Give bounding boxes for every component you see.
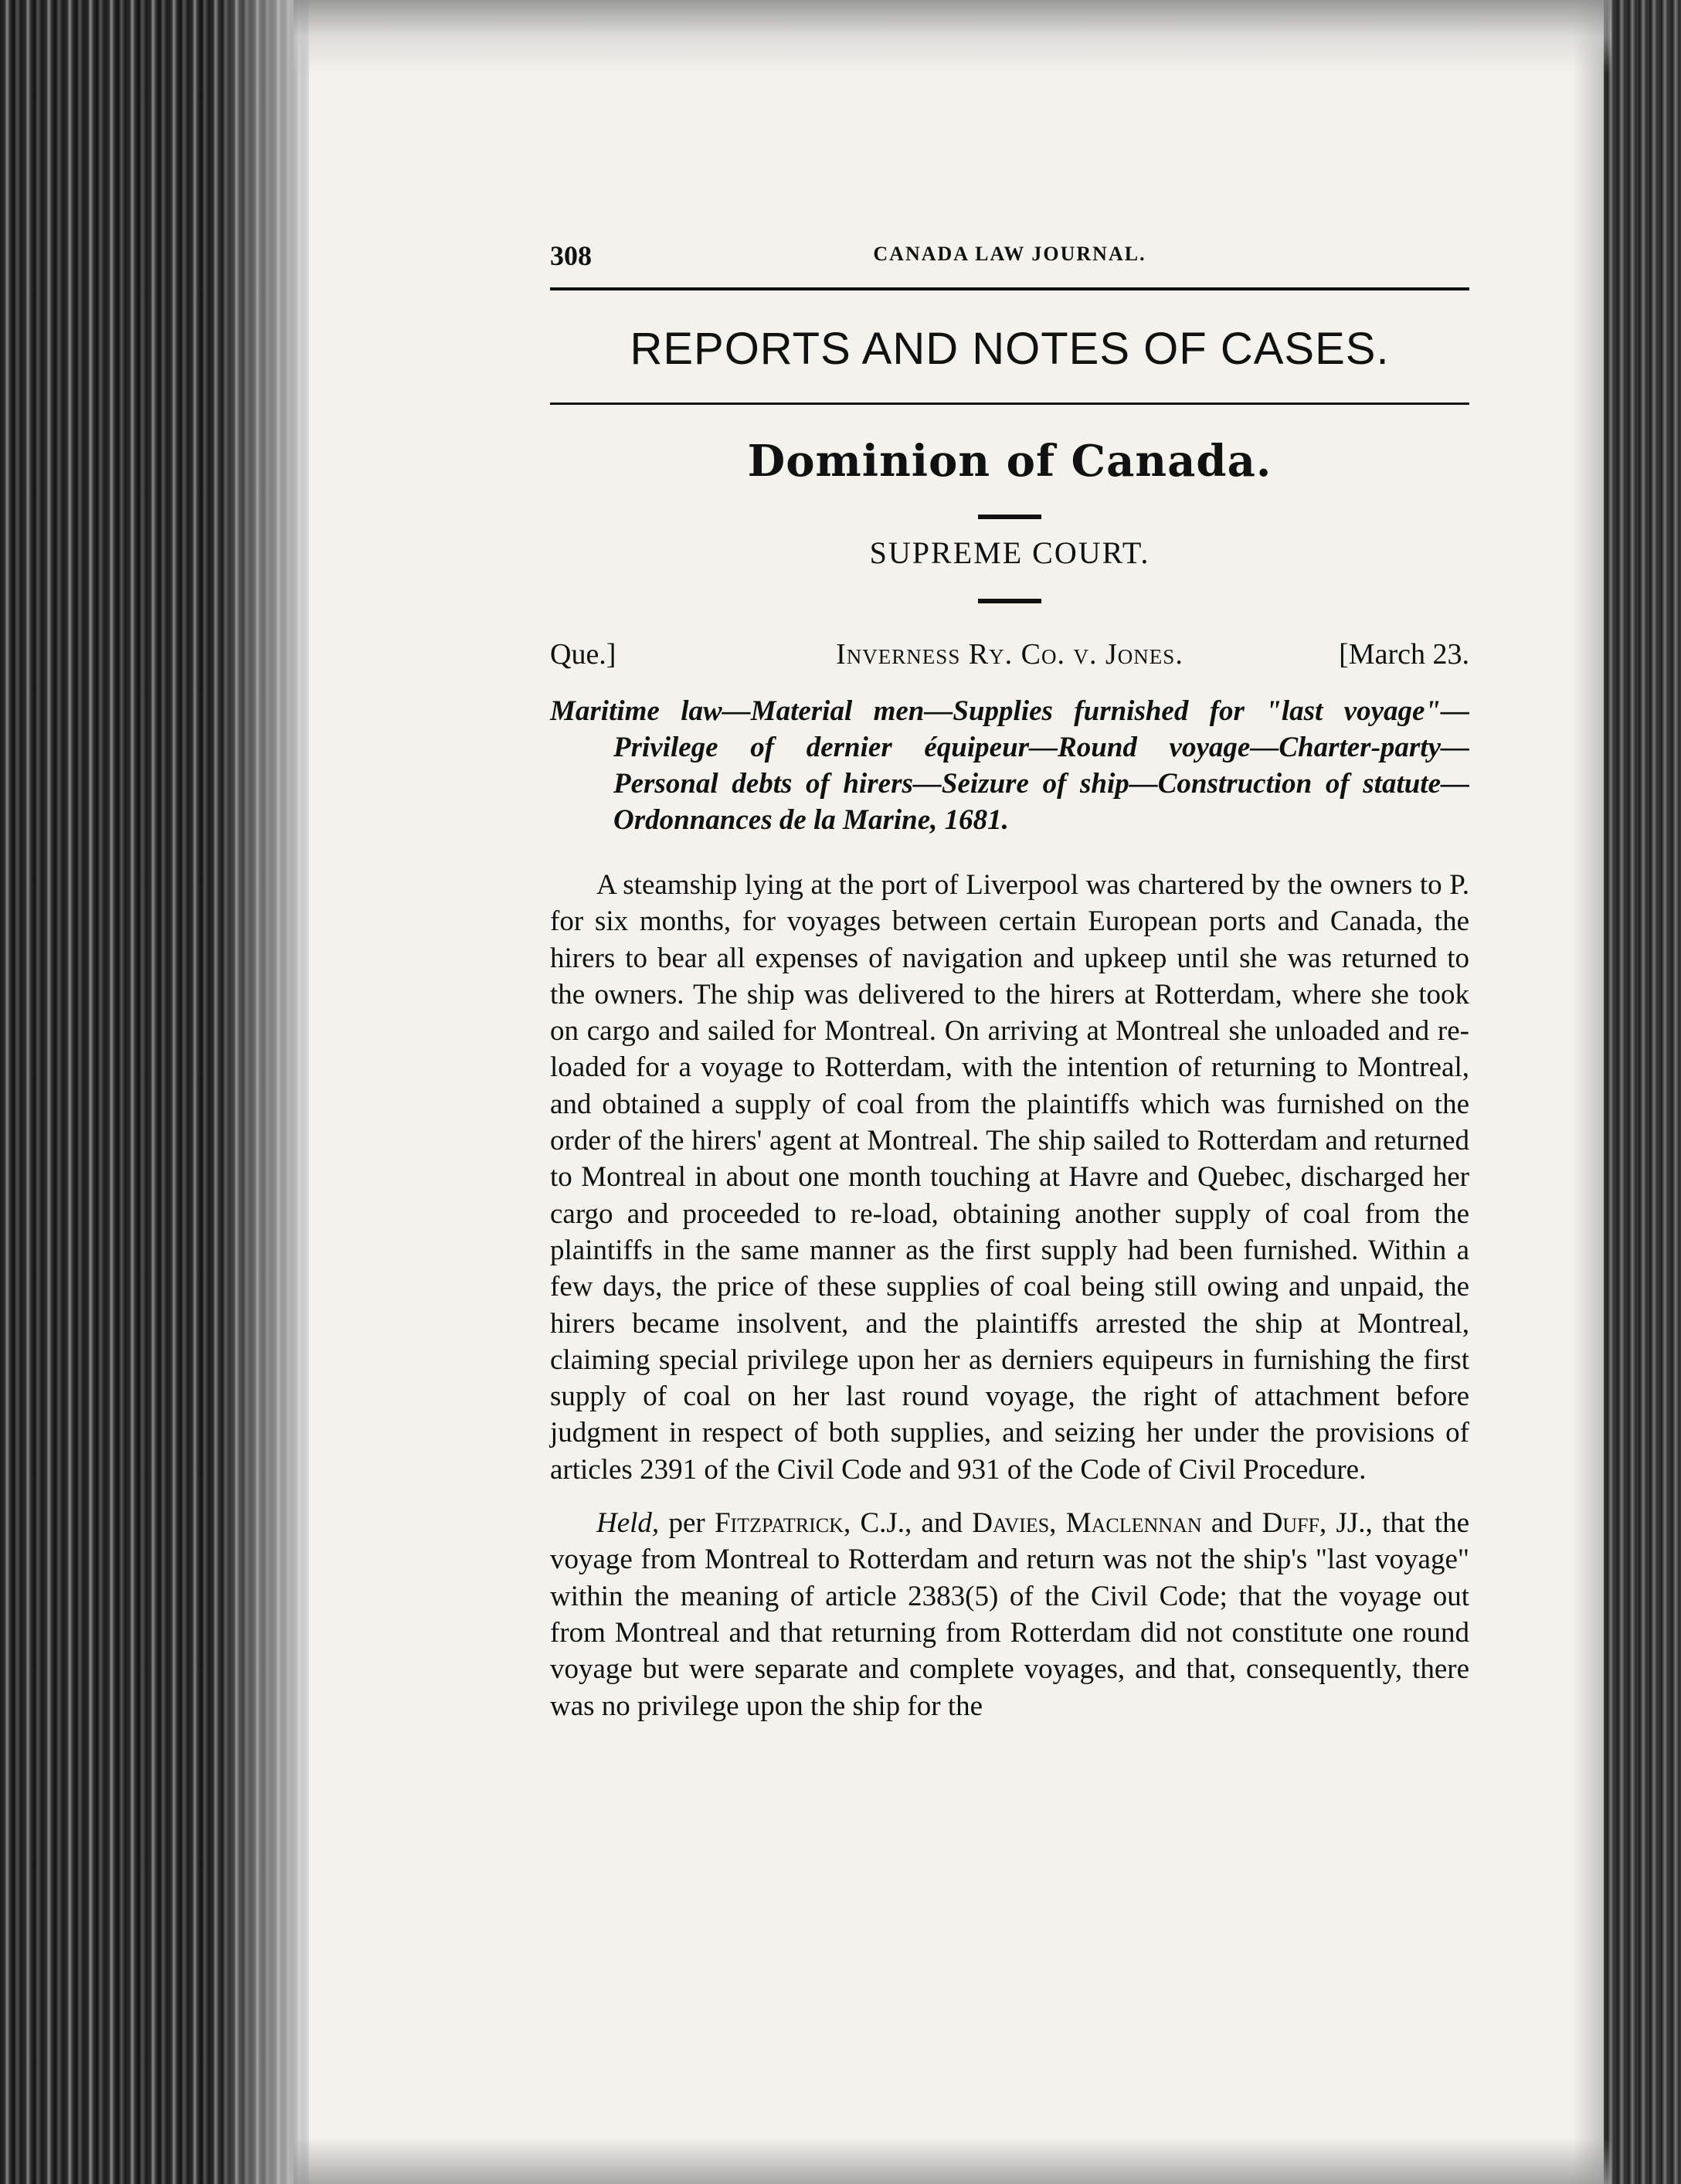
section-title: REPORTS AND NOTES OF CASES. xyxy=(630,324,1390,374)
judge-name: Duff xyxy=(1262,1507,1319,1540)
facts-paragraph: A steamship lying at the port of Liverpool was chartered by the owners to P. for six months, for voyages between certain European ports and Canada, the hirers to bear all expenses of navigation and upkeep until she was returned to the owners. The ship was delivered to the hirers at Rotterdam, where she took on cargo and sailed for Montreal. On arriving at Montreal she unloaded and re-loaded for a voyage to Rotterdam, with the intention of returning to Montreal, and obtained a supply of coal from the plaintiffs which was furnished on the order of the hirers' agent at Montreal. The ship sailed to Rotterdam and returned to Montreal in about one month touching at Havre and Quebec, discharged her cargo and proceeded to re-load, obtaining another supply of coal from the plaintiffs in the same manner as the first supply had been furnished. Within a few days, the price of these supplies of coal being still owing and unpaid, the hirers became insolvent, and the plaintiffs arrested the ship at Montreal, claiming special privilege upon her as derniers equipeurs in furnishing the first supply of coal on her last round voyage, the right of attachment before judgment in respect of both supplies, and seizing her under the provisions of articles 2391 of the Civil Code and 931 of the Code of Civil Procedure. xyxy=(550,869,1469,1486)
held-paragraph xyxy=(550,1505,1469,1724)
judge-name: Fitzpatrick xyxy=(714,1507,844,1540)
case-name: Inverness Ry. Co. v. Jones. xyxy=(836,638,1183,671)
divider-dash xyxy=(978,599,1041,603)
held-text: and xyxy=(1201,1507,1262,1540)
headnote: Maritime law—Material men—Supplies furnished for "last voyage"—Privilege of dernier équipeur—Round voyage—Charter-party—Personal debts of hirers—Seizure of ship—Construction of statute—Ordonnances de la Marine, 1681. xyxy=(550,695,1469,836)
page-edge-top xyxy=(294,0,1611,73)
held-text: , C.J., and xyxy=(843,1507,973,1540)
held-per: per xyxy=(659,1507,715,1540)
jurisdiction-heading: Dominion of Canada. xyxy=(747,436,1272,487)
court-heading: SUPREME COURT. xyxy=(869,535,1150,570)
journal-page xyxy=(550,232,1469,1724)
page-number: 308 xyxy=(550,240,592,271)
held-text: , JJ., that the voyage from Montreal to Rotterdam and return was not the ship's "last voyage" within the meaning of article 2383(5) of the Civil Code; that the voyage out from Montreal and that returning from Rotterdam did not constitute one round voyage but were separate and complete voyages, and that, consequently, there was no privilege upon the ship for the xyxy=(550,1507,1470,1722)
case-caption xyxy=(550,637,1469,678)
judge-name: Maclennan xyxy=(1065,1507,1202,1540)
judge-name: Davies xyxy=(972,1507,1050,1540)
page-edge-bottom xyxy=(294,2138,1611,2184)
case-date: [March 23. xyxy=(1339,638,1469,671)
case-province: Que.] xyxy=(550,638,616,671)
held-text: , xyxy=(1049,1507,1066,1540)
journal-title: CANADA LAW JOURNAL. xyxy=(873,243,1146,265)
running-head xyxy=(550,232,1469,270)
page-edge-right xyxy=(1604,0,1681,2184)
section-rule xyxy=(550,402,1469,405)
held-label: Held, xyxy=(596,1507,660,1540)
book-binding-shadow xyxy=(0,0,309,2184)
header-rule xyxy=(550,287,1469,290)
divider-dash xyxy=(978,515,1041,519)
